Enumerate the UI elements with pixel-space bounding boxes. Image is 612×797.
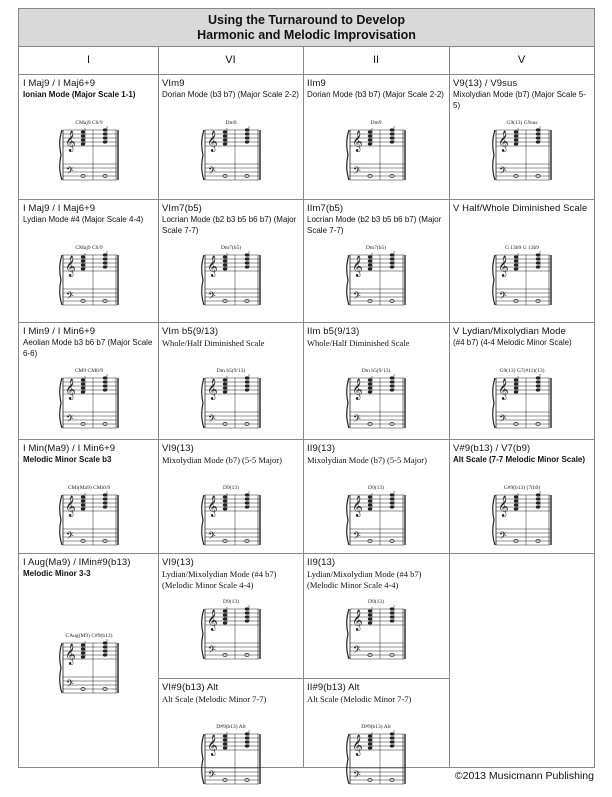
grand-staff-icon xyxy=(346,243,406,313)
cell-scale-description: Mixolydian Mode (b7) (5-5 Major) xyxy=(307,455,427,465)
chart-cell-r1c1 xyxy=(23,78,154,195)
grand-staff-icon xyxy=(59,243,119,313)
chord-symbol: Dm9 xyxy=(225,120,237,126)
svg-text:𝄢: 𝄢 xyxy=(499,413,507,427)
column-header-v: V xyxy=(517,54,526,66)
cell-chord-name: V#9(b13) / V7(b9) xyxy=(453,443,531,454)
cell-chord-name: V Lydian/Mixolydian Mode xyxy=(453,326,566,337)
svg-text:𝄞: 𝄞 xyxy=(65,131,76,152)
notation-staff xyxy=(346,366,406,441)
svg-text:𝄢: 𝄢 xyxy=(353,769,361,783)
title-line-2: Harmonic and Melodic Improvisation xyxy=(197,28,416,42)
notation-staff xyxy=(492,483,552,558)
grand-staff-icon xyxy=(201,118,261,188)
chord-symbol: D9(13) xyxy=(223,485,239,491)
chord-symbol: D9(13) xyxy=(223,599,239,605)
svg-text:𝄞: 𝄞 xyxy=(65,644,76,665)
notation-staff xyxy=(201,366,261,441)
cell-chord-name: IIm9 xyxy=(307,78,326,89)
grand-staff-icon xyxy=(492,483,552,553)
grand-staff-icon xyxy=(346,483,406,553)
cell-scale-description: Locrian Mode (b2 b3 b5 b6 b7) (Major Scale 7-7) xyxy=(307,215,442,235)
cell-scale-description: Aeolian Mode b3 b6 b7 (Major Scale 6-6) xyxy=(23,338,153,358)
chord-symbol: CMaj9 C6/9 xyxy=(75,245,103,251)
chart-cell-r5c3 xyxy=(307,557,445,674)
svg-text:𝄢: 𝄢 xyxy=(353,644,361,658)
chart-cell-r1c3 xyxy=(307,78,445,195)
notation-staff xyxy=(201,483,261,558)
chart-cell-r4c3 xyxy=(307,443,445,549)
cell-scale-description: Ionian Mode (Major Scale 1-1) xyxy=(23,90,136,99)
svg-text:𝄢: 𝄢 xyxy=(353,530,361,544)
grand-staff-icon xyxy=(59,631,119,701)
cell-chord-name: V Half/Whole Diminished Scale xyxy=(453,203,588,214)
grand-staff-icon xyxy=(201,243,261,313)
chart-cell-r2c4 xyxy=(453,203,590,318)
chord-symbol: CM9 CM6/9 xyxy=(74,368,104,374)
grand-staff-icon xyxy=(59,118,119,188)
chart-cell-r6c3 xyxy=(307,682,445,783)
chart-cell-r3c3 xyxy=(307,326,445,435)
cell-scale-description: Alt Scale (Melodic Minor 7-7) xyxy=(307,694,412,704)
svg-text:𝄞: 𝄞 xyxy=(352,379,363,400)
svg-text:𝄞: 𝄞 xyxy=(207,496,218,517)
chord-symbol: CMi(Ma9) CMi6/9 xyxy=(67,485,111,491)
chord-symbol: Dm b5(9/13) xyxy=(361,368,391,374)
svg-text:𝄢: 𝄢 xyxy=(353,290,361,304)
chord-symbol: Dm7(b5) xyxy=(220,245,242,251)
cell-scale-description: Melodic Minor 3-3 xyxy=(23,569,91,578)
notation-staff xyxy=(59,118,119,193)
chord-symbol: D9(13) xyxy=(368,599,384,605)
svg-text:𝄢: 𝄢 xyxy=(208,165,216,179)
svg-text:𝄢: 𝄢 xyxy=(499,530,507,544)
svg-text:𝄞: 𝄞 xyxy=(498,131,509,152)
notation-staff xyxy=(492,118,552,193)
divider-col-1 xyxy=(158,47,159,768)
grand-staff-icon xyxy=(346,366,406,436)
cell-scale-description: Lydian/Mixolydian Mode (#4 b7) (Melodic Minor Scale 4-4) xyxy=(307,569,422,590)
cell-scale-description: Dorian Mode (b3 b7) (Major Scale 2-2) xyxy=(162,90,299,99)
title-bar xyxy=(19,9,594,47)
grand-staff-icon xyxy=(346,118,406,188)
svg-text:𝄢: 𝄢 xyxy=(499,165,507,179)
chord-symbol: D#9(b13) Alt xyxy=(361,724,391,730)
cell-chord-name: VI#9(b13) Alt xyxy=(162,682,219,693)
svg-text:𝄞: 𝄞 xyxy=(207,131,218,152)
grand-staff-icon xyxy=(59,483,119,553)
title-line-1: Using the Turnaround to Develop xyxy=(208,13,405,27)
svg-text:𝄢: 𝄢 xyxy=(66,678,74,692)
notation-staff xyxy=(346,597,406,672)
svg-text:𝄢: 𝄢 xyxy=(499,290,507,304)
cell-scale-description: Melodic Minor Scale b3 xyxy=(23,455,112,464)
chart-cell-r3c2 xyxy=(162,326,299,435)
cell-chord-name: I Maj9 / I Maj6+9 xyxy=(23,203,96,214)
chart-cell-r2c2 xyxy=(162,203,299,318)
chart-cell-r2c3 xyxy=(307,203,445,318)
divider-row-5 xyxy=(158,678,449,679)
chart-cell-r4c2 xyxy=(162,443,299,549)
cell-chord-name: VI9(13) xyxy=(162,443,194,454)
svg-text:𝄞: 𝄞 xyxy=(352,610,363,631)
cell-chord-name: IIm7(b5) xyxy=(307,203,344,214)
cell-scale-description: Lydian/Mixolydian Mode (#4 b7) (Melodic Minor Scale 4-4) xyxy=(162,569,277,590)
column-header-i: I xyxy=(86,54,91,66)
chart-cell-r5c1 xyxy=(23,557,154,764)
column-header-row xyxy=(19,47,594,75)
svg-text:𝄢: 𝄢 xyxy=(66,290,74,304)
divider-row-2 xyxy=(19,322,594,323)
notation-staff xyxy=(346,118,406,193)
grand-staff-icon xyxy=(59,366,119,436)
svg-text:𝄞: 𝄞 xyxy=(498,379,509,400)
svg-text:𝄞: 𝄞 xyxy=(207,610,218,631)
svg-text:𝄞: 𝄞 xyxy=(352,496,363,517)
chord-symbol: G9(13) G9sus xyxy=(506,120,538,126)
cell-chord-name: VI9(13) xyxy=(162,557,194,568)
chord-symbol: Dm9 xyxy=(370,120,382,126)
cell-scale-description: Whole/Half Diminished Scale xyxy=(162,338,265,348)
notation-staff xyxy=(201,243,261,318)
svg-text:𝄞: 𝄞 xyxy=(498,496,509,517)
grand-staff-icon xyxy=(346,597,406,667)
svg-text:𝄢: 𝄢 xyxy=(208,644,216,658)
svg-text:𝄞: 𝄞 xyxy=(352,131,363,152)
cell-chord-name: I Aug(Ma9) / IMin#9(b13) xyxy=(23,557,131,568)
divider-col-3 xyxy=(449,47,450,768)
cell-scale-description: Mixolydian Mode (b7) (Major Scale 5-5) xyxy=(453,90,586,110)
column-header-vi: VI xyxy=(225,54,236,66)
chord-symbol: G#9(b13) [7(b9) xyxy=(503,485,541,491)
grand-staff-icon xyxy=(201,366,261,436)
svg-text:𝄢: 𝄢 xyxy=(208,769,216,783)
chart-cell-r1c4 xyxy=(453,78,590,195)
chord-symbol: G9(13) G7(#11)(13) xyxy=(499,368,545,374)
notation-staff xyxy=(59,366,119,441)
cell-chord-name: I Min(Ma9) / I Min6+9 xyxy=(23,443,116,454)
chart-cell-r6c2 xyxy=(162,682,299,783)
svg-text:𝄞: 𝄞 xyxy=(207,379,218,400)
notation-staff xyxy=(201,118,261,193)
chart-cell-r3c4 xyxy=(453,326,590,435)
svg-text:𝄞: 𝄞 xyxy=(65,256,76,277)
svg-text:𝄢: 𝄢 xyxy=(353,413,361,427)
chord-symbol: Dm7(b5) xyxy=(365,245,387,251)
svg-text:𝄞: 𝄞 xyxy=(207,256,218,277)
chart-cell-r4c4 xyxy=(453,443,590,549)
grand-staff-icon xyxy=(201,483,261,553)
svg-text:𝄢: 𝄢 xyxy=(66,165,74,179)
cell-chord-name: VIm b5(9/13) xyxy=(162,326,219,337)
svg-text:𝄢: 𝄢 xyxy=(66,530,74,544)
grand-staff-icon xyxy=(346,722,406,792)
column-header-ii: II xyxy=(372,54,380,66)
chord-symbol: Dm b5(9/13) xyxy=(216,368,246,374)
svg-text:𝄢: 𝄢 xyxy=(353,165,361,179)
svg-text:𝄢: 𝄢 xyxy=(66,413,74,427)
cell-chord-name: II#9(b13) Alt xyxy=(307,682,360,693)
notation-staff xyxy=(492,366,552,441)
cell-scale-description: Alt Scale (7-7 Melodic Minor Scale) xyxy=(453,455,586,464)
grand-staff-icon xyxy=(492,366,552,436)
svg-text:𝄞: 𝄞 xyxy=(65,379,76,400)
cell-scale-description: Alt Scale (Melodic Minor 7-7) xyxy=(162,694,267,704)
cell-scale-description: Whole/Half Diminished Scale xyxy=(307,338,410,348)
grand-staff-icon xyxy=(201,597,261,667)
divider-row-1 xyxy=(19,199,594,200)
chart-cell-r2c1 xyxy=(23,203,154,318)
notation-staff xyxy=(346,243,406,318)
svg-text:𝄞: 𝄞 xyxy=(65,496,76,517)
svg-text:𝄞: 𝄞 xyxy=(352,735,363,756)
cell-scale-description: Lydian Mode #4 (Major Scale 4-4) xyxy=(23,215,144,224)
chart-cell-r4c1 xyxy=(23,443,154,549)
copyright: ©2013 Musicmann Publishing xyxy=(454,770,594,782)
notation-staff xyxy=(59,631,119,706)
notation-staff xyxy=(346,722,406,797)
cell-chord-name: VIm9 xyxy=(162,78,185,89)
cell-scale-description: Locrian Mode (b2 b3 b5 b6 b7) (Major Scale 7-7) xyxy=(162,215,297,235)
cell-chord-name: I Min9 / I Min6+9 xyxy=(23,326,96,337)
grand-staff-icon xyxy=(201,722,261,792)
cell-chord-name: II9(13) xyxy=(307,443,336,454)
chord-symbol: CMaj9 C6/9 xyxy=(75,120,103,126)
cell-chord-name: II9(13) xyxy=(307,557,336,568)
chart-cell-r1c2 xyxy=(162,78,299,195)
cell-scale-description: (#4 b7) (4-4 Melodic Minor Scale) xyxy=(453,338,572,347)
notation-staff xyxy=(201,597,261,672)
grand-staff-icon xyxy=(492,243,552,313)
grand-staff-icon xyxy=(492,118,552,188)
chart-cell-r3c1 xyxy=(23,326,154,435)
cell-scale-description: Dorian Mode (b3 b7) (Major Scale 2-2) xyxy=(307,90,444,99)
svg-text:𝄢: 𝄢 xyxy=(208,290,216,304)
notation-staff xyxy=(492,243,552,318)
chord-symbol: CAug(M9) C#9(b13) xyxy=(65,633,113,639)
divider-col-2 xyxy=(303,47,304,768)
chord-symbol: G 13b9 G 13b9 xyxy=(504,245,540,251)
chart-cell-r5c2 xyxy=(162,557,299,674)
cell-chord-name: I Maj9 / I Maj6+9 xyxy=(23,78,96,89)
chord-symbol: D9(13) xyxy=(368,485,384,491)
cell-chord-name: VIm7(b5) xyxy=(162,203,202,214)
svg-text:𝄞: 𝄞 xyxy=(352,256,363,277)
notation-staff xyxy=(59,243,119,318)
cell-chord-name: V9(13) / V9sus xyxy=(453,78,518,89)
svg-text:𝄢: 𝄢 xyxy=(208,530,216,544)
chord-symbol: D#9(b13) Alt xyxy=(216,724,246,730)
svg-text:𝄢: 𝄢 xyxy=(208,413,216,427)
notation-staff xyxy=(59,483,119,558)
svg-text:𝄞: 𝄞 xyxy=(498,256,509,277)
svg-text:𝄞: 𝄞 xyxy=(207,735,218,756)
cell-chord-name: IIm b5(9/13) xyxy=(307,326,360,337)
notation-staff xyxy=(201,722,261,797)
notation-staff xyxy=(346,483,406,558)
cell-scale-description: Mixolydian Mode (b7) (5-5 Major) xyxy=(162,455,282,465)
